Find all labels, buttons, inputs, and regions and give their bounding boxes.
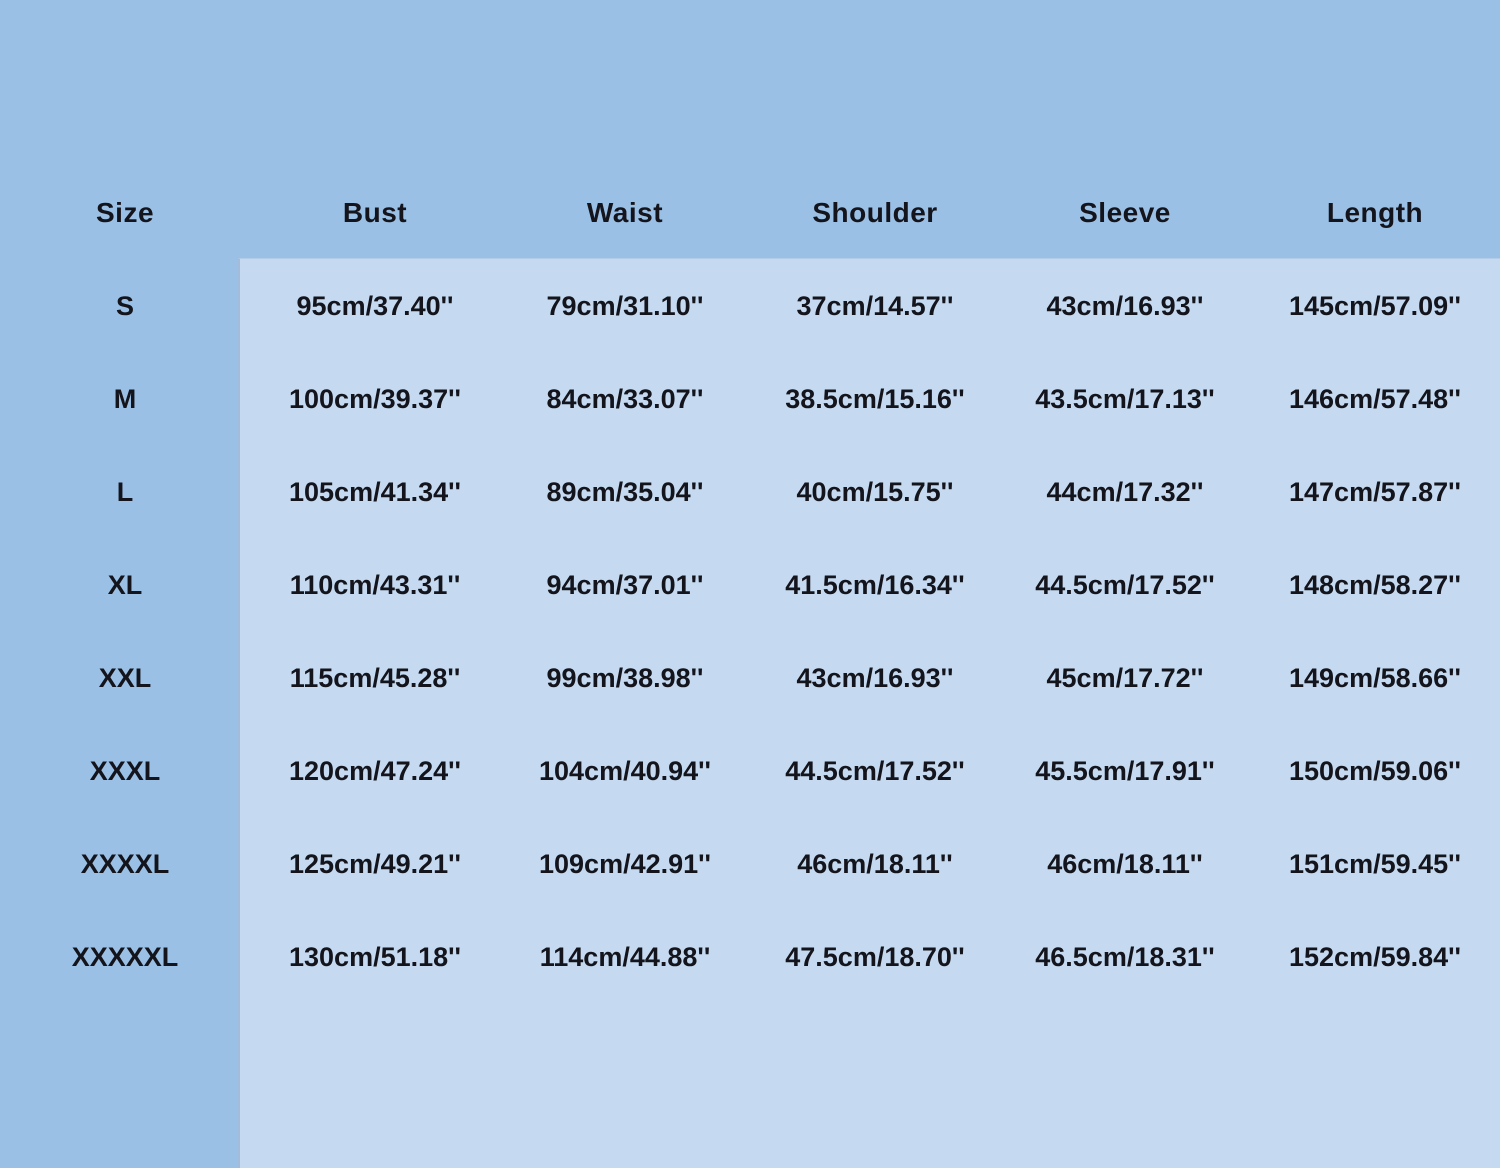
measurement-value: 44.5cm/17.52'' bbox=[785, 756, 965, 786]
size-label: XXXXL bbox=[80, 849, 170, 879]
measurement-value: 37cm/14.57'' bbox=[796, 291, 954, 321]
measurement-value: 44.5cm/17.52'' bbox=[1035, 570, 1215, 600]
table-row bbox=[0, 539, 1500, 632]
size-label: M bbox=[113, 384, 137, 414]
measurement-value: 151cm/59.45'' bbox=[1289, 849, 1461, 879]
measurement-value: 43.5cm/17.13'' bbox=[1035, 384, 1215, 414]
measurement-value: 46cm/18.11'' bbox=[797, 849, 953, 879]
table-row bbox=[0, 446, 1500, 539]
measurement-value: 94cm/37.01'' bbox=[546, 570, 704, 600]
measurement-value: 147cm/57.87'' bbox=[1289, 477, 1461, 507]
table-row bbox=[0, 911, 1500, 1004]
size-label: XXXL bbox=[89, 756, 161, 786]
measurement-value: 148cm/58.27'' bbox=[1289, 570, 1461, 600]
measurement-value: 150cm/59.06'' bbox=[1289, 756, 1461, 786]
measurement-value: 43cm/16.93'' bbox=[1046, 291, 1204, 321]
measurement-value: 99cm/38.98'' bbox=[546, 663, 704, 693]
measurement-value: 115cm/45.28'' bbox=[289, 663, 461, 693]
measurement-value: 100cm/39.37'' bbox=[289, 384, 461, 414]
measurement-value: 44cm/17.32'' bbox=[1046, 477, 1204, 507]
measurement-value: 46.5cm/18.31'' bbox=[1035, 942, 1215, 972]
measurement-value: 125cm/49.21'' bbox=[289, 849, 461, 879]
table-row bbox=[0, 260, 1500, 353]
measurement-value: 105cm/41.34'' bbox=[289, 477, 461, 507]
measurement-value: 84cm/33.07'' bbox=[546, 384, 704, 414]
measurement-value: 40cm/15.75'' bbox=[796, 477, 954, 507]
measurement-value: 149cm/58.66'' bbox=[1289, 663, 1461, 693]
measurement-value: 109cm/42.91'' bbox=[539, 849, 711, 879]
table-row bbox=[0, 725, 1500, 818]
size-label: XL bbox=[107, 570, 143, 600]
measurement-value: 45.5cm/17.91'' bbox=[1035, 756, 1215, 786]
measurement-value: 89cm/35.04'' bbox=[546, 477, 704, 507]
size-label: S bbox=[115, 291, 134, 321]
measurement-value: 114cm/44.88'' bbox=[539, 942, 711, 972]
measurement-value: 38.5cm/15.16'' bbox=[785, 384, 965, 414]
table-header-row bbox=[0, 166, 1500, 260]
column-header-waist: Waist bbox=[586, 197, 664, 228]
table-row bbox=[0, 818, 1500, 911]
measurement-value: 43cm/16.93'' bbox=[796, 663, 954, 693]
measurement-value: 146cm/57.48'' bbox=[1289, 384, 1461, 414]
table-body bbox=[0, 260, 1500, 1004]
measurement-value: 41.5cm/16.34'' bbox=[785, 570, 965, 600]
measurement-value: 46cm/18.11'' bbox=[1047, 849, 1203, 879]
measurement-value: 95cm/37.40'' bbox=[296, 291, 454, 321]
size-label: XXL bbox=[98, 663, 152, 693]
measurement-value: 110cm/43.31'' bbox=[289, 570, 461, 600]
table-row bbox=[0, 632, 1500, 725]
measurement-value: 145cm/57.09'' bbox=[1289, 291, 1461, 321]
measurement-value: 120cm/47.24'' bbox=[289, 756, 461, 786]
table-row bbox=[0, 353, 1500, 446]
column-header-size: Size bbox=[95, 197, 155, 228]
measurement-value: 130cm/51.18'' bbox=[289, 942, 461, 972]
measurement-value: 45cm/17.72'' bbox=[1046, 663, 1204, 693]
column-header-bust: Bust bbox=[342, 197, 408, 228]
column-header-length: Length bbox=[1326, 197, 1424, 228]
measurement-value: 152cm/59.84'' bbox=[1289, 942, 1461, 972]
measurement-value: 47.5cm/18.70'' bbox=[785, 942, 965, 972]
size-label: L bbox=[116, 477, 134, 507]
column-header-sleeve: Sleeve bbox=[1079, 197, 1171, 228]
measurement-value: 79cm/31.10'' bbox=[546, 291, 704, 321]
measurement-value: 104cm/40.94'' bbox=[539, 756, 711, 786]
size-label: XXXXXL bbox=[71, 942, 179, 972]
column-header-shoulder: Shoulder bbox=[812, 197, 938, 228]
